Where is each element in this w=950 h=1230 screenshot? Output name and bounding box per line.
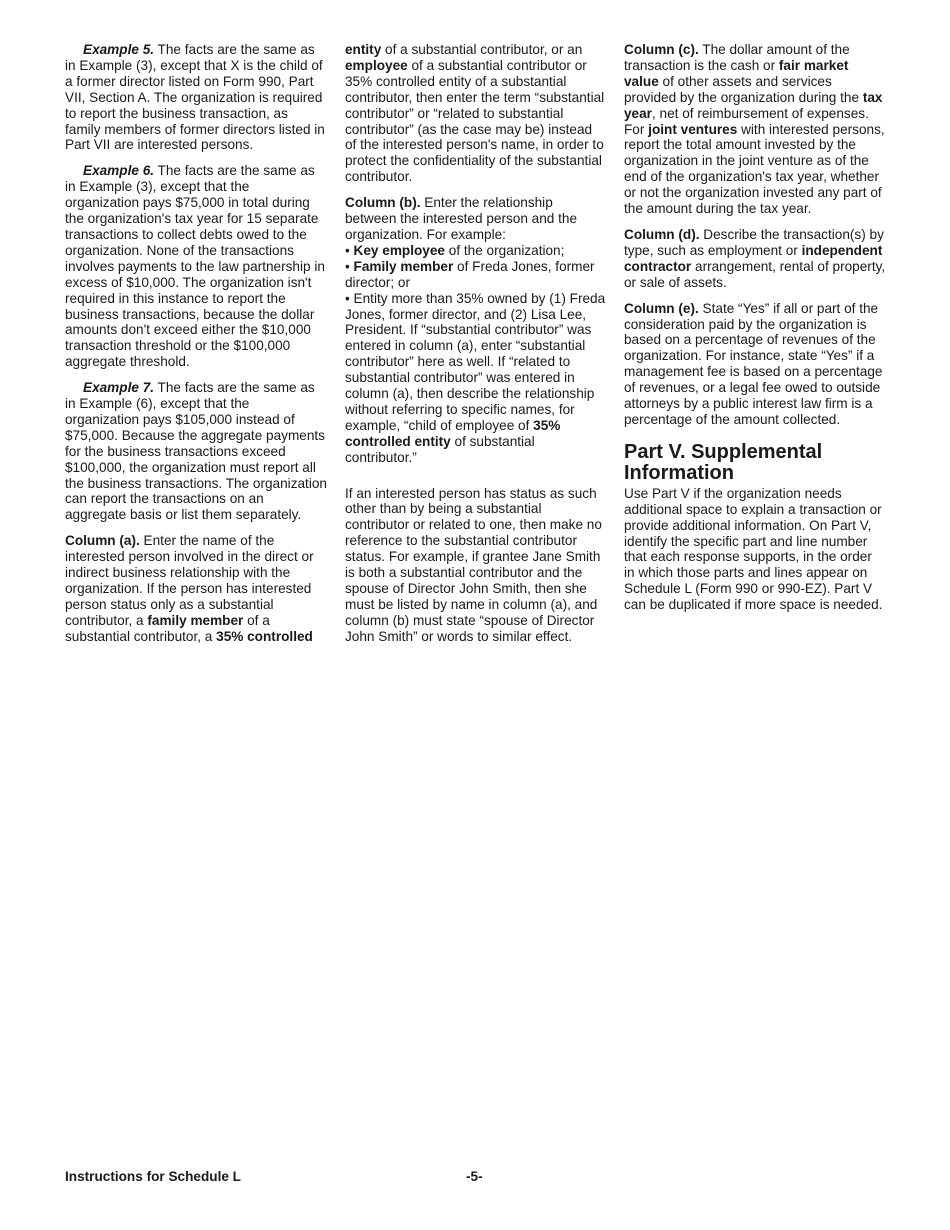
column-a-text-1: Enter the name of the interested person involved in the direct or indirect business relationship with the organization. If the person has interested person status only as a substantial contributor, a xyxy=(65,533,314,628)
example-5-text: The facts are the same as in Example (3), except that X is the child of a former director listed on Form 990, Part VII, Section A. The organization is required to report the business transaction, as family members of former directors listed in Part VII are interested persons. xyxy=(65,42,325,153)
column-1 xyxy=(65,42,327,655)
column-c-heading: Column (c). xyxy=(624,42,699,57)
column-3 xyxy=(624,42,886,623)
column-a-heading: Column (a). xyxy=(65,533,140,549)
column-b-text: Enter the relationship between the interested person and the organization. For example: xyxy=(345,195,578,242)
column-a-bold-1: family member xyxy=(147,612,244,628)
example-7-paragraph xyxy=(65,380,327,523)
bullet-mark: • xyxy=(345,242,350,258)
bullet-entity xyxy=(345,291,607,466)
column-c-text-1: The dollar amount of the transaction is the cash or xyxy=(624,42,850,73)
example-7-heading: Example 7. xyxy=(83,380,155,396)
column-d-heading: Column (d). xyxy=(624,226,700,242)
continued-text-2: of a substantial contributor or 35% controlled entity of a substantial contributor, then enter the term “substantial contributor” or “related to substantial contributor” (as the case may be) instead of the interested person's name, in order to protect the confidentiality of the substantial contributor. xyxy=(345,57,605,185)
example-7-text: The facts are the same as in Example (6), except that the organization pays $105,000 instead of $75,000. Because the aggregate payments for the business transactions exceed $100,000, the organization must report all the business transactions. The organization can report the transactions on an aggregate basis or list them separately. xyxy=(65,380,327,523)
column-e-text: State “Yes” if all or part of the consideration paid by the organization is based on a percentage of revenues of the organization. For instance, state “Yes” if a management fee is based on a percentage of revenues, or a legal fee owed to outside attorneys by a public interest law firm is a percentage of the amount collected. xyxy=(624,300,883,427)
footer-title: Instructions for Schedule L xyxy=(65,1169,241,1184)
column-d-text-2: arrangement, rental of property, or sale of assets. xyxy=(624,258,886,290)
column-c-text-3: , net of reimbursement of expenses. For xyxy=(624,105,869,137)
bullet-3-text-1: Entity more than 35% owned by (1) Freda Jones, former director, and (2) Lisa Lee, President. If “substantial contributor” was entered in column (a), enter “substantial contributor” here as well. If “related to substantial contributor” was entered in column (a), then describe the relationship without referring to specific names, for example, “child of employee of xyxy=(345,290,606,433)
example-6-heading: Example 6. xyxy=(83,163,155,179)
part-v-heading: Part V. Supplemental Information xyxy=(624,440,823,484)
bullet-3-bold: 35% controlled entity xyxy=(345,417,561,449)
example-6-paragraph xyxy=(65,163,327,370)
column-c-text-2: of other assets and services provided by the organization during the xyxy=(624,73,863,105)
column-c-bold-3: joint ventures xyxy=(648,121,738,137)
continued-text-1: of a substantial contributor, or an xyxy=(381,42,583,57)
column-a-bold-2: 35% controlled xyxy=(216,628,313,644)
column-d-paragraph xyxy=(624,227,886,291)
column-c-text-4: with interested persons, report the total amount invested by the organization in the joint venture as of the end of the organization's tax year, whether or not the organization invested any part of the amount during the tax year. xyxy=(624,121,885,217)
column-d-text-1: Describe the transaction(s) by type, such as employment or xyxy=(624,226,884,258)
bullet-2-text: of Freda Jones, former director; or xyxy=(345,258,595,290)
column-e-paragraph xyxy=(624,301,886,428)
column-b-paragraph xyxy=(345,195,607,243)
example-5-heading: Example 5. xyxy=(83,42,155,57)
page-number: -5- xyxy=(466,1169,483,1184)
bullet-1-bold: Key employee xyxy=(353,242,445,258)
column-c-bold-1: fair market value xyxy=(624,57,849,89)
continued-bold-1: entity xyxy=(345,42,382,57)
bullet-mark: • xyxy=(345,258,350,274)
column-a-continued-paragraph xyxy=(345,42,607,185)
column-a-paragraph xyxy=(65,533,327,644)
column-b-heading: Column (b). xyxy=(345,195,421,211)
bullet-3-text-2: of substantial contributor.” xyxy=(345,433,535,465)
example-5-paragraph xyxy=(65,42,327,153)
bullet-family-member xyxy=(345,259,607,291)
continued-bold-2: employee xyxy=(345,57,408,73)
part-v-paragraph: Use Part V if the organization needs additional space to explain a transaction or provide additional information. On Part V, identify the specific part and line number that each response supports, in the order in which those parts and lines appear on Schedule L (Form 990 or 990-EZ). Part V can be duplicated if more space is needed. xyxy=(624,485,883,613)
column-2 xyxy=(345,42,607,655)
example-6-text: The facts are the same as in Example (3), except that the organization pays $75,000 in total during the organization's tax year for 15 separate transactions to collect debts owed to the organization. None of the transactions involves payments to the law partnership in excess of $10,000. The organization isn't required in this instance to report the business transactions, because the dollar amounts don't exceed either the $10,000 transaction threshold or the $100,000 aggregate threshold. xyxy=(65,163,325,370)
bullet-mark: • xyxy=(345,290,350,306)
column-d-bold-1: independent contractor xyxy=(624,242,883,274)
status-paragraph: If an interested person has status as such other than by being a substantial contributor or related to one, then make no reference to the substantial contributor status. For example, if grantee Jane Smith is both a substantial contributor and the spouse of Director John Smith, then she must be listed by name in column (a), and column (b) must state “spouse of Director John Smith” or words to similar effect. xyxy=(345,485,602,644)
bullet-key-employee xyxy=(345,243,607,259)
column-e-heading: Column (e). xyxy=(624,300,699,316)
column-a-text-2: of a substantial contributor, a xyxy=(65,612,270,644)
bullet-2-bold: Family member xyxy=(353,258,454,274)
column-c-paragraph xyxy=(624,42,886,217)
bullet-1-text: of the organization; xyxy=(444,242,565,258)
column-c-bold-2: tax year xyxy=(624,89,883,121)
